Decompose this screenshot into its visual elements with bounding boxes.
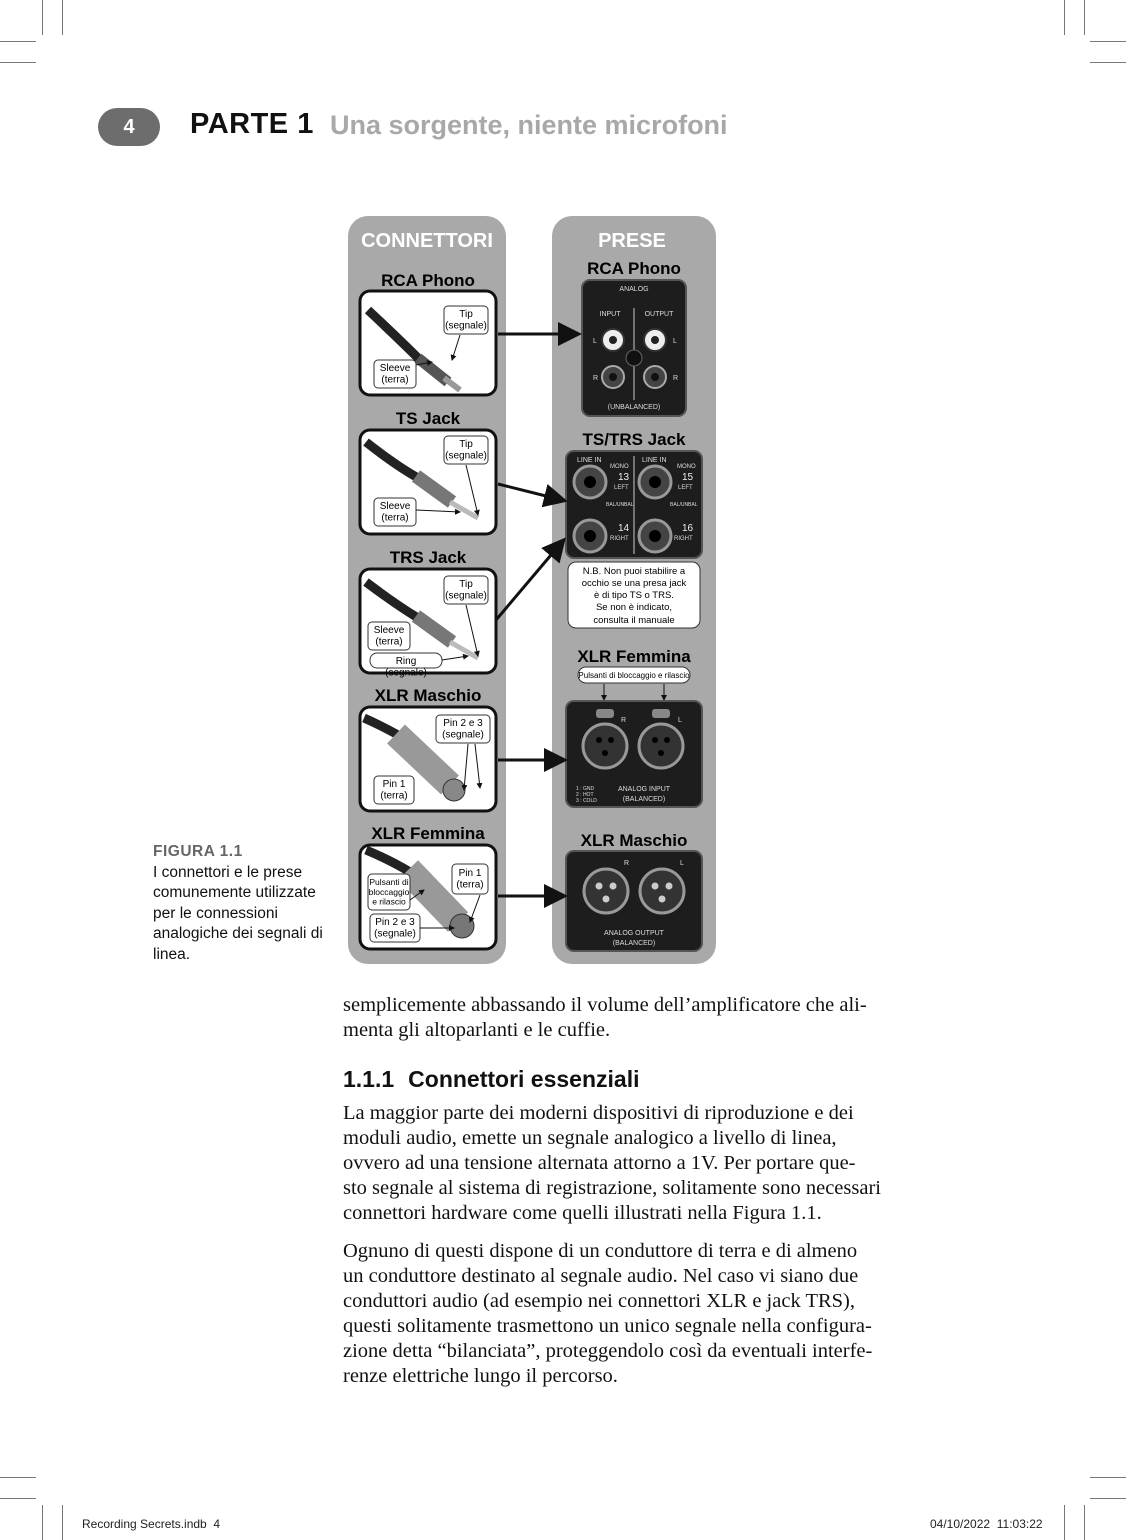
section-number: 1.1.1 — [343, 1066, 395, 1092]
paragraph-1: La maggior parte dei moderni dispositivi di riproduzione e dei moduli audio, emette un segnale analogico a livello di linea, ovvero ad una tensione alternata attorno a 1V. Per portare que- sto segnale al sistema di registrazione, solitamente sono necessari connettori hardware come quelli illustrati nella Figura 1.1. — [343, 1102, 881, 1224]
note-line-2: occhio se una presa jack — [581, 578, 687, 589]
svg-text:14: 14 — [618, 523, 630, 534]
svg-text:13: 13 — [618, 472, 630, 483]
trs-ring-callout: Ring (segnale) — [385, 656, 427, 679]
connector-name-trs: TRS Jack — [389, 548, 467, 567]
svg-text:BAL/UNBAL: BAL/UNBAL — [606, 502, 634, 508]
figure-caption-text: I connettori e le prese comunemente utilizzate per le connessioni analogiche dei segnali di linea. — [153, 863, 323, 963]
trs-sleeve-callout: Sleeve (terra) — [373, 625, 405, 648]
svg-text:R: R — [624, 860, 630, 867]
ts-sleeve-callout: Sleeve (terra) — [379, 501, 411, 524]
note-line-5: consulta il manuale — [593, 615, 675, 626]
page-number-badge: 4 — [98, 108, 160, 146]
trs-tip-callout: Tip (segnale) — [445, 579, 487, 602]
paragraph-2: Ognuno di questi dispone di un conduttore di terra e di almeno un conduttore destinato al segnale audio. Nel caso vi siano due conduttori audio (ad esempio nei connettori XLR e jack TRS), questi solitamente trasmettono un unico segnale nella configura- zione detta “bilanciata”, proteggendolo così da eventuali interfe- renze elettriche lungo il percorso. — [343, 1240, 873, 1387]
section-title: Connettori essenziali — [408, 1066, 640, 1092]
svg-text:(BALANCED): (BALANCED) — [622, 796, 666, 803]
note-line-4: Se non è indicato, — [595, 602, 673, 613]
connectors-figure — [340, 210, 730, 975]
svg-text:RIGHT: RIGHT — [674, 536, 693, 542]
rca-tip-callout: Tip (segnale) — [445, 309, 487, 332]
xlr-female-pin1-callout: Pin 1 (terra) — [456, 868, 484, 891]
connector-name-xlr-female: XLR Femmina — [371, 824, 485, 843]
connectors-title: CONNETTORI — [361, 230, 493, 252]
svg-text:MONO: MONO — [610, 464, 629, 470]
svg-text:(BALANCED): (BALANCED) — [612, 940, 656, 947]
socket-name-xlr-female: XLR Femmina — [577, 647, 691, 666]
svg-text:3 : COLD: 3 : COLD — [576, 798, 597, 804]
svg-text:MONO: MONO — [677, 464, 696, 470]
part-label: PARTE 1 — [190, 108, 314, 140]
svg-text:ANALOG OUTPUT: ANALOG OUTPUT — [604, 930, 664, 937]
svg-text:ANALOG INPUT: ANALOG INPUT — [617, 786, 671, 793]
socket-name-rca: RCA Phono — [587, 259, 681, 278]
part-title: Una sorgente, niente microfoni — [330, 110, 728, 140]
svg-text:(UNBALANCED): (UNBALANCED) — [607, 404, 661, 411]
footer-file: Recording Secrets.indb 4 — [82, 1517, 221, 1531]
xlr-male-pins-callout: Pin 2 e 3 (segnale) — [442, 718, 484, 741]
socket-name-ts-trs: TS/TRS Jack — [582, 430, 686, 449]
svg-text:L: L — [678, 717, 682, 724]
xlr-female-release-callout: Pulsanti di bloccaggio e rilascio — [368, 877, 410, 907]
svg-text:BAL/UNBAL: BAL/UNBAL — [670, 502, 698, 508]
svg-text:R: R — [673, 375, 679, 382]
footer-timestamp: 04/10/2022 11:03:22 — [930, 1517, 1043, 1531]
section-heading — [343, 1066, 639, 1093]
ts-tip-callout: Tip (segnale) — [445, 439, 487, 462]
svg-text:L: L — [673, 338, 677, 345]
rca-sleeve-callout: Sleeve (terra) — [379, 363, 411, 386]
connector-name-rca: RCA Phono — [381, 271, 475, 290]
release-buttons-label: Pulsanti di bloccaggio e rilascio — [578, 671, 690, 680]
svg-text:OUTPUT: OUTPUT — [644, 311, 674, 318]
note-line-3: è di tipo TS o TRS. — [594, 590, 674, 601]
sockets-title: PRESE — [598, 230, 666, 252]
svg-text:2 : HOT: 2 : HOT — [576, 792, 594, 798]
svg-text:15: 15 — [682, 472, 694, 483]
figure-caption — [153, 842, 328, 965]
note-line-1: N.B. Non puoi stabilire a — [582, 566, 686, 577]
svg-text:RIGHT: RIGHT — [610, 536, 629, 542]
svg-text:16: 16 — [682, 523, 694, 534]
svg-text:1 : GND: 1 : GND — [576, 786, 595, 792]
connector-name-ts: TS Jack — [395, 409, 461, 428]
xlr-male-pin1-callout: Pin 1 (terra) — [380, 779, 408, 802]
svg-text:L: L — [680, 860, 684, 867]
svg-text:LEFT: LEFT — [614, 485, 629, 491]
svg-text:LINE IN: LINE IN — [642, 457, 667, 464]
xlr-female-pins-callout: Pin 2 e 3 (segnale) — [374, 917, 416, 940]
svg-text:R: R — [593, 375, 599, 382]
svg-text:L: L — [593, 338, 597, 345]
svg-text:INPUT: INPUT — [599, 311, 621, 318]
svg-text:LEFT: LEFT — [678, 485, 693, 491]
socket-name-xlr-male: XLR Maschio — [580, 831, 688, 850]
svg-text:ANALOG: ANALOG — [619, 286, 649, 293]
svg-text:LINE IN: LINE IN — [577, 457, 602, 464]
connector-name-xlr-male: XLR Maschio — [374, 686, 482, 705]
figure-label: FIGURA 1.1 — [153, 843, 243, 860]
svg-text:R: R — [621, 717, 627, 724]
intro-paragraph: semplicemente abbassando il volume dell’amplificatore che ali- menta gli altoparlanti e le cuffie. — [343, 994, 867, 1041]
